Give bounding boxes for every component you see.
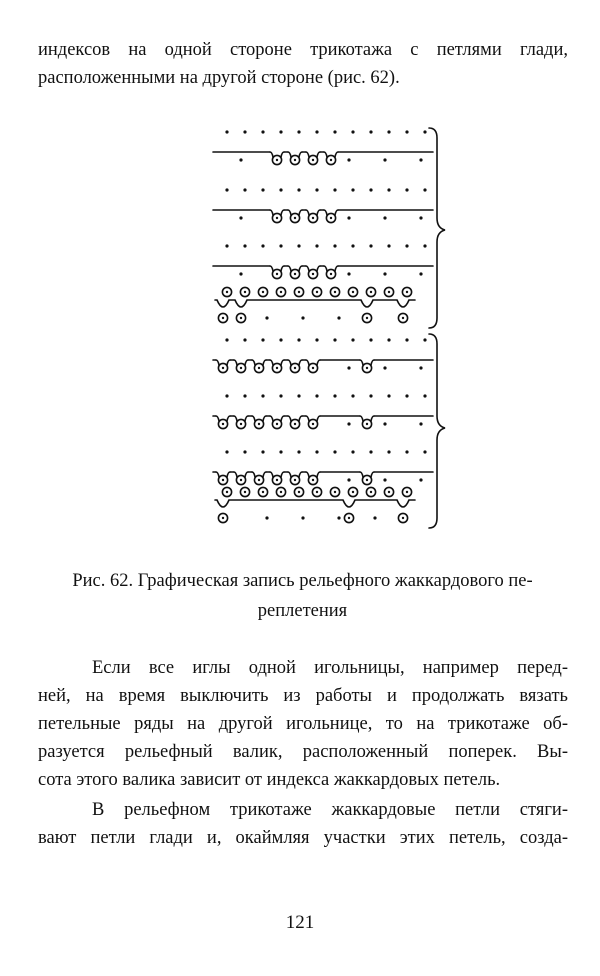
text-line: Если все иглы одной игольницы, например перед- xyxy=(92,658,568,678)
top-paragraph xyxy=(38,36,568,92)
text-line: вают петли глади и, окаймляя участки этих петель, созда- xyxy=(38,828,568,848)
caption-line: реплетения xyxy=(257,601,348,621)
figure-caption xyxy=(30,566,575,626)
caption-line: Рис. 62. Графическая запись рельефного жаккардового пе- xyxy=(72,571,533,591)
text-line: В рельефном трикотаже жаккардовые петли стяги- xyxy=(92,800,568,820)
text-line: ней, на время выключить из работы и продолжать вязать xyxy=(38,686,568,706)
text-line: сота этого валика зависит от индекса жаккардовых петель. xyxy=(38,770,501,790)
text-line: разуется рельефный валик, расположенный поперек. Вы- xyxy=(38,742,568,762)
knitting-notation-figure xyxy=(205,122,455,534)
second-paragraph xyxy=(38,796,568,852)
text-line: индексов на одной стороне трикотажа с петлями глади, xyxy=(38,40,568,60)
text-line: петельные ряды на другой игольнице, то на трикотаже об- xyxy=(38,714,568,734)
main-paragraph xyxy=(38,654,568,794)
page-number: 121 xyxy=(285,912,315,933)
text-line: расположенными на другой стороне (рис. 62). xyxy=(38,68,400,88)
